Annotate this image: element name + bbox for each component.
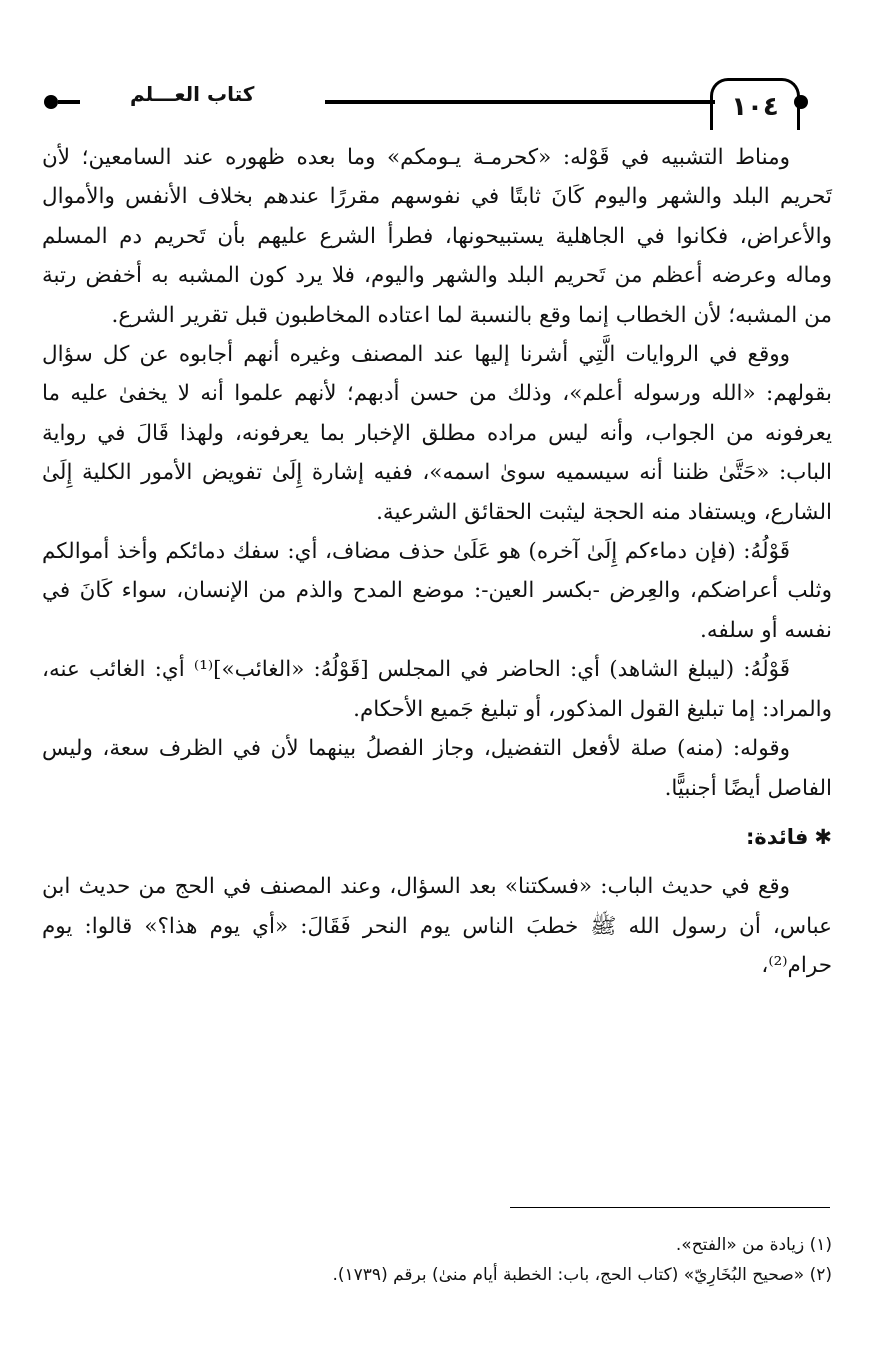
header-left-dot (44, 95, 58, 109)
book-title: كتاب العـــلم (130, 82, 255, 106)
header-rule (325, 100, 715, 104)
page-number: ١٠٤ (710, 78, 800, 130)
main-text (42, 138, 832, 986)
footnote-rule (510, 1207, 830, 1208)
paragraph-6: وقع في حديث الباب: «فسكتنا» بعد السؤال، وعند المصنف في الحج من حديث ابن عباس، أن رسول الله ﷺ خطبَ الناس يوم النحر فَقَالَ: «أي يوم هذا؟» قالوا: يوم حرام⁽²⁾، (42, 874, 832, 979)
header-right-dot (794, 95, 808, 109)
footnote-1: (١) زيادة من «الفتح». (675, 1235, 832, 1255)
paragraph-5: وقوله: (منه) صلة لأفعل التفضيل، وجاز الفصلُ بينهما لأن في الظرف سعة، وليس الفاصل أيضًا أجنبيًّا. (42, 736, 832, 801)
paragraph-2: ووقع في الروايات الَّتِي أشرنا إليها عند المصنف وغيره أنهم أجابوه عن كل سؤال بقولهم: «الله ورسوله أعلم»، وذلك من حسن أدبهم؛ لأنهم علموا أنه لا يخفىٰ عليه ما يعرفونه من الجواب، وأنه ليس مراده مطلق الإخبار بما يعرفونه، ولهذا قَالَ في رواية الباب: «حَتَّىٰ ظننا أنه سيسميه سوىٰ اسمه»، ففيه إشارة إِلَىٰ تفويض الأمور الكلية إِلَىٰ الشارع، ويستفاد منه الحجة ليثبت الحقائق الشرعية. (42, 342, 832, 525)
paragraph-3: قَوْلُهُ: (فإن دماءكم إِلَىٰ آخره) هو عَلَىٰ حذف مضاف، أي: سفك دمائكم وأخذ أموالكم وثلب أعراضكم، والعِرض -بكسر العين-: موضع المدح والذم من الإنسان، سواء كَانَ في نفسه أو سلفه. (42, 539, 832, 643)
footnote-2: (٢) «صحيح البُخَارِيّ» (كتاب الحج، باب: الخطبة أيام منىٰ) برقم (١٧٣٩). (332, 1265, 832, 1285)
paragraph-4: قَوْلُهُ: (ليبلغ الشاهد) أي: الحاضر في المجلس [قَوْلُهُ: «الغائب»]⁽¹⁾ أي: الغائب عنه، والمراد: إما تبليغ القول المذكور، أو تبليغ جَميع الأحكام. (42, 657, 832, 722)
header-left-cap (58, 100, 80, 104)
page-header (30, 72, 840, 132)
section-heading (42, 818, 832, 857)
footnotes (42, 1230, 832, 1290)
star-icon: ✱ (814, 824, 832, 849)
paragraph-1: ومناط التشبيه في قَوْله: «كحرمـة يـومكم» وما بعده ظهوره عند السامعين؛ لأن تَحريم البلد والشهر واليوم كَانَ ثابتًا في نفوسهم مقررًا عندهم بخلاف الأنفس والأموال والأعراض، فكانوا في الجاهلية يستبيحونها، فطرأ الشرع عليهم بأن تَحريم دم المسلم وماله وعرضه أعظم من تَحريم البلد والشهر واليوم، فلا يرد كون المشبه به أخفض رتبة من المشبه؛ لأن الخطاب إنما وقع بالنسبة لما اعتاده المخاطبون قبل تقرير الشرع. (42, 145, 832, 328)
section-heading-text: فائدة: (745, 824, 809, 849)
